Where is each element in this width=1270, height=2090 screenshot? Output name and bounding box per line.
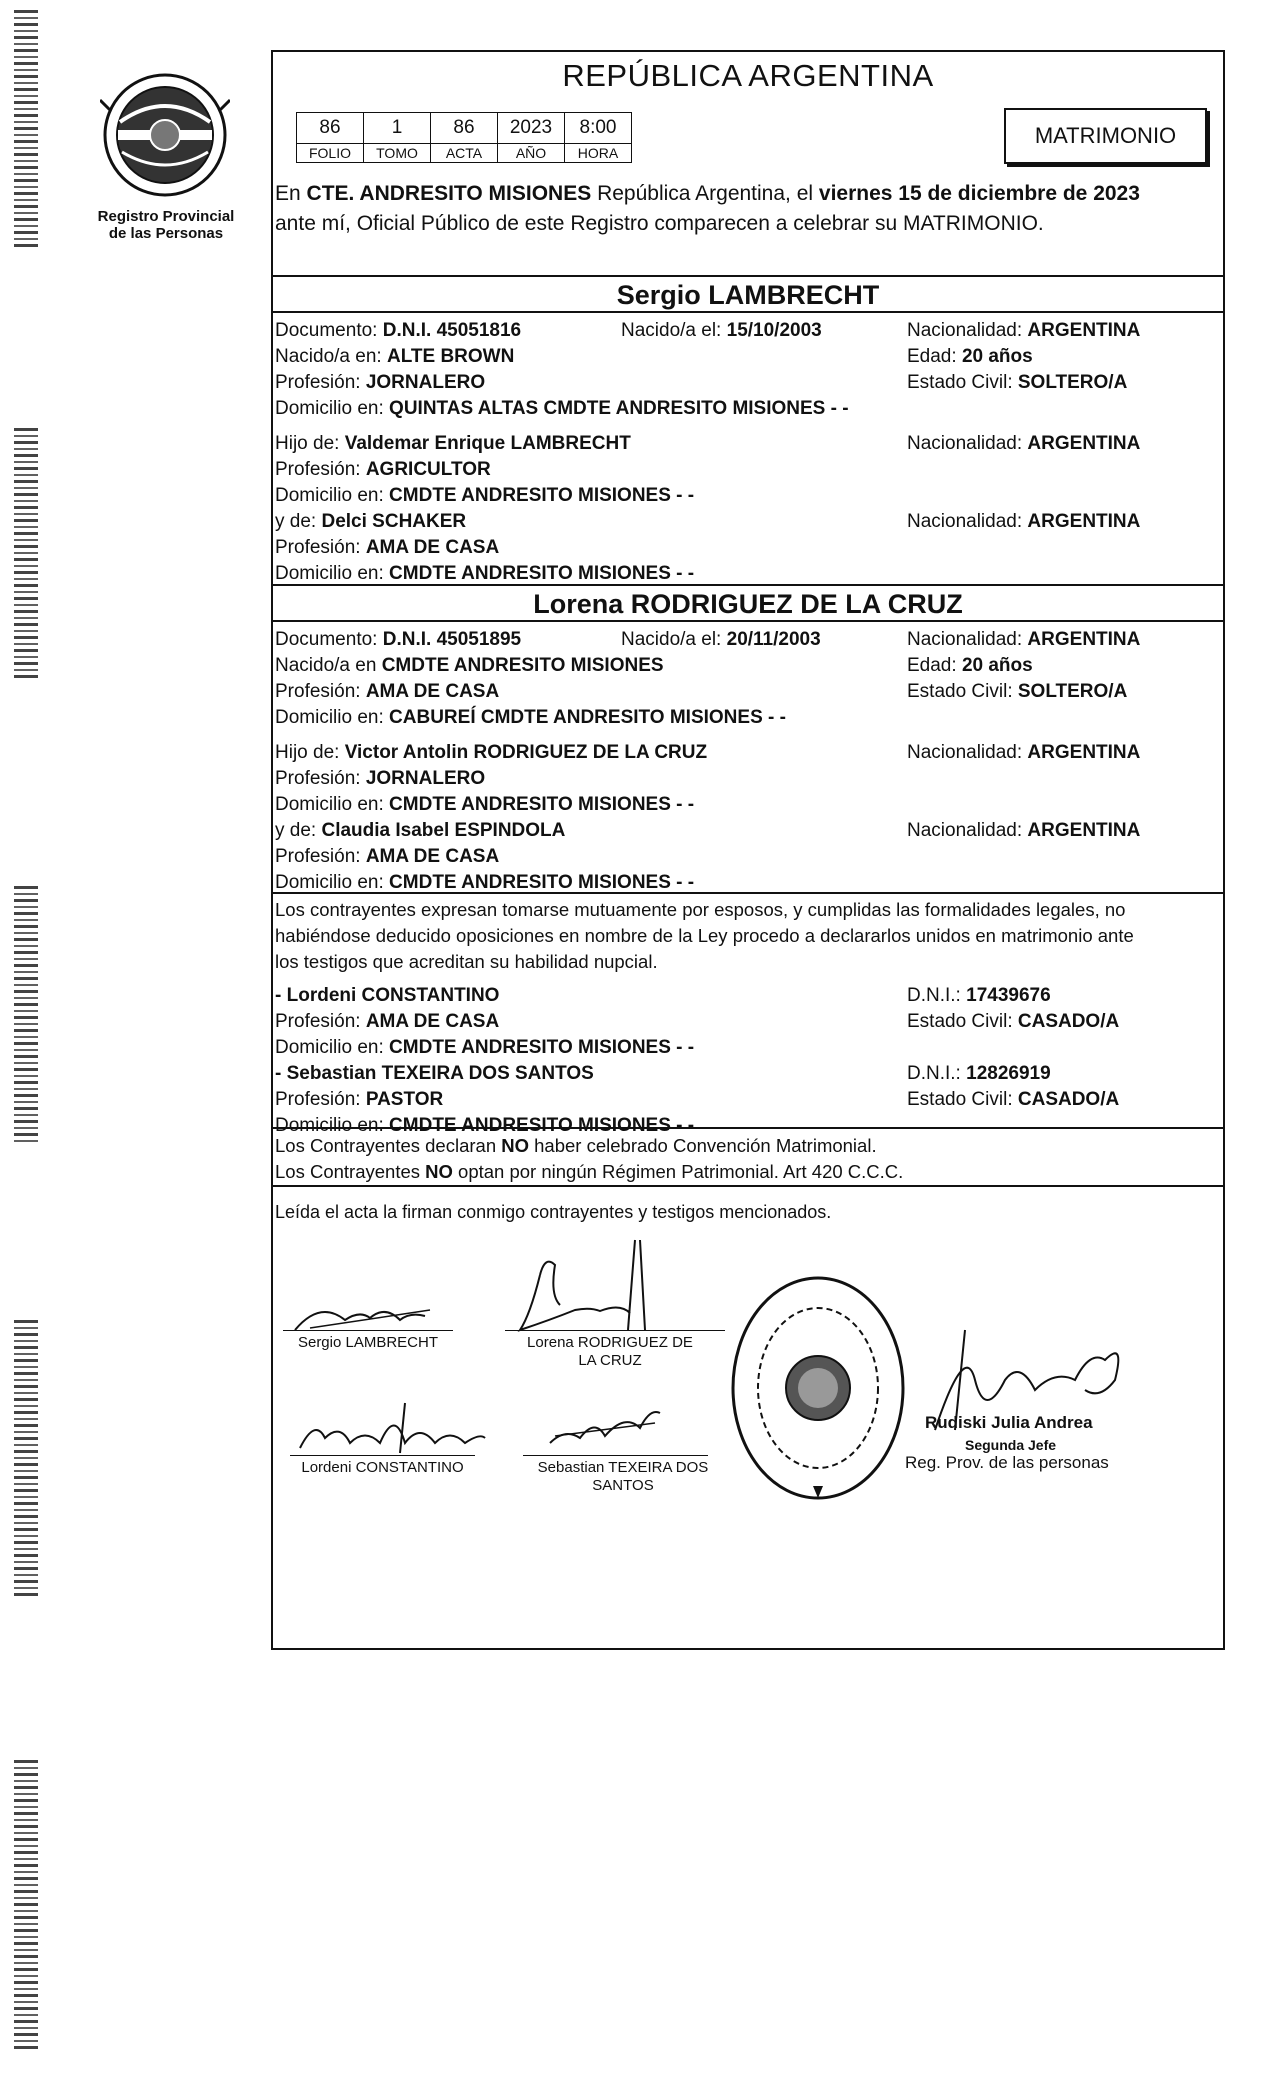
label: Profesión: [275, 768, 366, 789]
bride-father-profession [275, 767, 485, 791]
witness-2-dni [907, 1062, 1051, 1086]
label: Domicilio en: [275, 1037, 390, 1058]
label: Domicilio en: [275, 485, 390, 506]
value: JORNALERO [365, 768, 486, 789]
official-name: Rudiski Julia Andrea [925, 1413, 1093, 1432]
value: 20/11/2003 [726, 629, 821, 650]
scan-edge-mark [14, 1320, 38, 1600]
record-type: MATRIMONIO [1034, 123, 1177, 148]
value: ARGENTINA [1027, 511, 1141, 532]
scan-edge-mark [14, 428, 38, 678]
bride-father [275, 741, 707, 765]
label: Nacionalidad: [907, 629, 1028, 650]
value: CMDTE ANDRESITO MISIONES - - [389, 485, 695, 506]
label: Domicilio en: [275, 872, 390, 893]
intro-date: viernes 15 de diciembre de 2023 [818, 182, 1140, 205]
value: D.N.I. 45051816 [382, 320, 522, 341]
witness-2-signature [545, 1398, 665, 1448]
value: ARGENTINA [1027, 629, 1141, 650]
witness-1-domicile [275, 1036, 694, 1060]
section-divider [271, 275, 1225, 277]
value: 15/10/2003 [726, 320, 822, 341]
label: Documento: [275, 320, 383, 341]
label: Profesión: [275, 681, 366, 702]
groom-profession [275, 371, 485, 395]
text: optan por ningún Régimen Patrimonial. Art 420 C.C.C. [452, 1161, 904, 1182]
folio-label: FOLIO [297, 144, 364, 163]
label: Documento: [275, 629, 383, 650]
value: 17439676 [966, 985, 1051, 1006]
convention-line-2 [275, 1160, 903, 1184]
value: 20 años [961, 655, 1033, 676]
groom-mother [275, 510, 466, 534]
bride-civil-status [907, 680, 1127, 704]
text: haber celebrado Convención Matrimonial. [529, 1135, 877, 1156]
label: Nacionalidad: [907, 433, 1028, 454]
value: PASTOR [365, 1089, 444, 1110]
bride-signature-line [505, 1330, 725, 1331]
value: ARGENTINA [1027, 742, 1141, 763]
value: CMDTE ANDRESITO MISIONES - - [389, 794, 695, 815]
value: Victor Antolin RODRIGUEZ DE LA CRUZ [344, 742, 708, 763]
value: JORNALERO [365, 372, 486, 393]
value: AMA DE CASA [365, 681, 500, 702]
registry-stamp-icon [728, 1272, 908, 1504]
bride-domicile [275, 706, 786, 730]
label: Hijo de: [275, 742, 345, 763]
bride-mother-nationality [907, 819, 1140, 843]
label: Estado Civil: [907, 1011, 1018, 1032]
intro-line-1 [275, 182, 1140, 206]
tomo-label: TOMO [364, 144, 431, 163]
groom-father-nationality [907, 432, 1140, 456]
label: Profesión: [275, 537, 366, 558]
groom-father-profession [275, 458, 491, 482]
official-title: Segunda Jefe [965, 1437, 1057, 1453]
label: Nacionalidad: [907, 820, 1028, 841]
label: D.N.I.: [907, 985, 967, 1006]
witness-1-profession [275, 1010, 499, 1034]
bride-born [621, 628, 821, 652]
text: Los Contrayentes [275, 1161, 426, 1182]
label: Domicilio en: [275, 398, 390, 419]
label: Nacido/a el: [621, 629, 727, 650]
value: Valdemar Enrique LAMBRECHT [344, 433, 631, 454]
hora-value: 8:00 [565, 113, 632, 144]
scan-edge-mark [14, 10, 38, 250]
value: AMA DE CASA [365, 537, 500, 558]
emphasis: NO [501, 1135, 529, 1156]
intro-text: República Argentina, el [591, 182, 819, 205]
label: Domicilio en: [275, 794, 390, 815]
witness-2-caption-line1: Sebastian TEXEIRA DOS [537, 1459, 709, 1476]
intro-place: CTE. ANDRESITO MISIONES [306, 182, 592, 205]
label: Edad: [907, 346, 962, 367]
bride-mother-profession [275, 845, 499, 869]
page-title: REPÚBLICA ARGENTINA [562, 58, 934, 93]
text: Los Contrayentes declaran [275, 1135, 502, 1156]
scan-edge-mark [14, 886, 38, 1146]
groom-signature-line [283, 1330, 453, 1331]
groom-civil-status [907, 371, 1127, 395]
value: CABUREÍ CMDTE ANDRESITO MISIONES - - [389, 707, 786, 728]
groom-born [621, 319, 822, 343]
groom-domicile [275, 397, 849, 421]
label: Nacionalidad: [907, 511, 1028, 532]
groom-mother-profession [275, 536, 499, 560]
value: CMDTE ANDRESITO MISIONES - - [389, 1115, 695, 1136]
section-divider [271, 620, 1225, 622]
record-table [296, 112, 632, 163]
value: Delci SCHAKER [321, 511, 467, 532]
intro-line-2: ante mí, Oficial Público de este Registro comparecen a celebrar su MATRIMONIO. [275, 212, 1044, 235]
groom-nationality [907, 319, 1140, 343]
label: Domicilio en: [275, 563, 390, 584]
label: Estado Civil: [907, 681, 1018, 702]
bride-signature-caption [505, 1334, 715, 1370]
witness-2-caption-line2: SANTOS [592, 1477, 654, 1494]
value: CASADO/A [1017, 1011, 1120, 1032]
groom-signature [290, 1290, 440, 1335]
value: ARGENTINA [1027, 433, 1141, 454]
label: y de: [275, 820, 322, 841]
value: SOLTERO/A [1017, 372, 1128, 393]
record-type-box [1004, 108, 1207, 164]
label: Profesión: [275, 1011, 366, 1032]
witness-2-signature-line [523, 1455, 708, 1456]
label: Profesión: [275, 846, 366, 867]
witness-1-civil-status [907, 1010, 1119, 1034]
label: Estado Civil: [907, 1089, 1018, 1110]
bride-nationality [907, 628, 1140, 652]
declaration-line-1: Los contrayentes expresan tomarse mutuamente por esposos, y cumplidas las formalidades legales, no [275, 899, 1126, 920]
bride-caption-line1: Lorena RODRIGUEZ DE [527, 1334, 693, 1351]
scan-edge-mark [14, 1760, 38, 2050]
witness-2-profession [275, 1088, 443, 1112]
label: Nacido/a en: [275, 346, 387, 367]
groom-father [275, 432, 631, 456]
value: CASADO/A [1017, 1089, 1120, 1110]
witness-1-signature-line [290, 1455, 475, 1456]
tomo-value: 1 [364, 113, 431, 144]
bride-mother-domicile [275, 871, 694, 895]
groom-name: Sergio LAMBRECHT [616, 280, 880, 310]
value: 20 años [961, 346, 1033, 367]
groom-father-domicile [275, 484, 694, 508]
section-divider [271, 1185, 1225, 1187]
groom-signature-caption: Sergio LAMBRECHT [297, 1334, 439, 1351]
hora-label: HORA [565, 144, 632, 163]
value: Claudia Isabel ESPINDOLA [321, 820, 566, 841]
bride-caption-line2: LA CRUZ [578, 1352, 642, 1369]
witness-1-signature [295, 1398, 490, 1458]
value: CMDTE ANDRESITO MISIONES - - [389, 563, 695, 584]
groom-birthplace [275, 345, 514, 369]
label: Profesión: [275, 459, 366, 480]
closing-text: Leída el acta la firman conmigo contrayentes y testigos mencionados. [275, 1202, 832, 1222]
value: AMA DE CASA [365, 1011, 500, 1032]
bride-mother [275, 819, 565, 843]
anio-value: 2023 [498, 113, 565, 144]
value: AGRICULTOR [365, 459, 491, 480]
value: SOLTERO/A [1017, 681, 1128, 702]
value: CMDTE ANDRESITO MISIONES - - [389, 1037, 695, 1058]
declaration-line-3: los testigos que acreditan su habilidad nupcial. [275, 951, 658, 972]
bride-signature [510, 1235, 655, 1335]
witness-2-name: - Sebastian TEXEIRA DOS SANTOS [275, 1063, 594, 1084]
bride-father-nationality [907, 741, 1140, 765]
label: Profesión: [275, 1089, 366, 1110]
label: Estado Civil: [907, 372, 1018, 393]
witness-1-name: - Lordeni CONSTANTINO [275, 985, 500, 1006]
witness-2-civil-status [907, 1088, 1119, 1112]
bride-document [275, 628, 521, 652]
value: QUINTAS ALTAS CMDTE ANDRESITO MISIONES - - [389, 398, 849, 419]
groom-mother-domicile [275, 562, 694, 586]
official-org: Reg. Prov. de las personas [905, 1453, 1109, 1472]
bride-profession [275, 680, 499, 704]
value: D.N.I. 45051895 [382, 629, 522, 650]
witness-1-signature-caption: Lordeni CONSTANTINO [301, 1459, 464, 1476]
label: Profesión: [275, 372, 366, 393]
value: 12826919 [966, 1063, 1051, 1084]
label: Nacionalidad: [907, 742, 1028, 763]
witness-2-signature-caption [523, 1459, 723, 1495]
acta-label: ACTA [431, 144, 498, 163]
groom-mother-nationality [907, 510, 1140, 534]
label: Nacionalidad: [907, 320, 1028, 341]
section-divider [271, 311, 1225, 313]
groom-document [275, 319, 521, 343]
bride-birthplace [275, 654, 664, 678]
convention-line-1 [275, 1134, 877, 1158]
value: ALTE BROWN [386, 346, 515, 367]
acta-value: 86 [431, 113, 498, 144]
bride-name: Lorena RODRIGUEZ DE LA CRUZ [533, 589, 963, 619]
value: CMDTE ANDRESITO MISIONES - - [389, 872, 695, 893]
label: y de: [275, 511, 322, 532]
value: AMA DE CASA [365, 846, 500, 867]
label: D.N.I.: [907, 1063, 967, 1084]
value: CMDTE ANDRESITO MISIONES [381, 655, 664, 676]
label: Domicilio en: [275, 1115, 390, 1136]
label: Nacido/a el: [621, 320, 727, 341]
anio-label: AÑO [498, 144, 565, 163]
logo-caption-line2: de las Personas [108, 225, 224, 242]
emphasis: NO [425, 1161, 453, 1182]
intro-text: En [275, 182, 307, 205]
label: Hijo de: [275, 433, 345, 454]
value: ARGENTINA [1027, 820, 1141, 841]
logo-caption-line1: Registro Provincial [97, 208, 235, 225]
logo-caption [78, 208, 254, 242]
provincia-misiones-logo-icon [100, 70, 230, 200]
value: ARGENTINA [1027, 320, 1141, 341]
label: Edad: [907, 655, 962, 676]
folio-value: 86 [297, 113, 364, 144]
bride-father-domicile [275, 793, 694, 817]
label: Domicilio en: [275, 707, 390, 728]
groom-age [907, 345, 1033, 369]
declaration-line-2: habiéndose deducido oposiciones en nombre de la Ley procedo a declararlos unidos en matrimonio ante [275, 925, 1134, 946]
bride-age [907, 654, 1033, 678]
label: Nacido/a en [275, 655, 382, 676]
witness-1-dni [907, 984, 1051, 1008]
